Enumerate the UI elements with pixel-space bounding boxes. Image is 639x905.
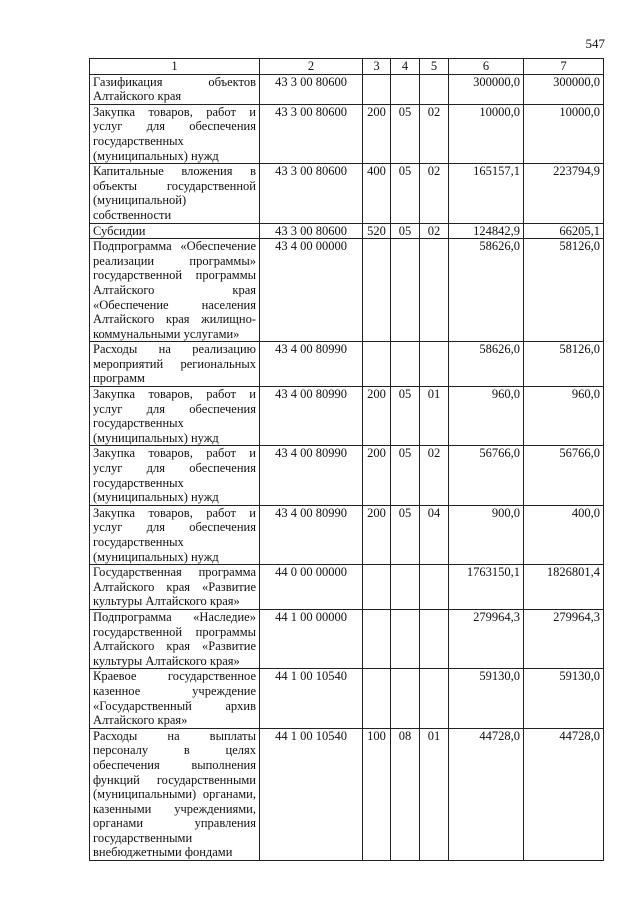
table-row bbox=[90, 728, 604, 860]
table-row bbox=[90, 342, 604, 387]
row-rz: 05 bbox=[391, 104, 420, 163]
row-value-6: 279964,3 bbox=[449, 609, 524, 668]
row-name: Субсидии bbox=[90, 223, 260, 239]
row-vr bbox=[363, 609, 391, 668]
row-rz bbox=[391, 74, 420, 104]
row-rz bbox=[391, 239, 420, 342]
row-pr bbox=[420, 342, 449, 387]
row-code: 44 1 00 00000 bbox=[260, 609, 363, 668]
row-value-7: 1826801,4 bbox=[524, 565, 604, 610]
row-name: Капитальные вложения в объекты государственной (муниципальной) собственности bbox=[90, 164, 260, 223]
row-pr: 02 bbox=[420, 446, 449, 505]
row-name: Закупка товаров, работ и услуг для обеспечения государственных (муниципальных) нужд bbox=[90, 104, 260, 163]
row-value-6: 58626,0 bbox=[449, 239, 524, 342]
col-header-2: 2 bbox=[260, 59, 363, 75]
row-name: Подпрограмма «Наследие» государственной программы Алтайского края «Развитие культуры Алтайского края» bbox=[90, 609, 260, 668]
row-code: 43 3 00 80600 bbox=[260, 104, 363, 163]
row-pr bbox=[420, 669, 449, 728]
row-code: 44 0 00 00000 bbox=[260, 565, 363, 610]
row-value-7: 10000,0 bbox=[524, 104, 604, 163]
row-name: Подпрограмма «Обеспечение реализации программы» государственной программы Алтайского края «Обеспечение населения Алтайского края жилищно-коммунальными услугами» bbox=[90, 239, 260, 342]
col-header-7: 7 bbox=[524, 59, 604, 75]
page-number: 547 bbox=[585, 36, 605, 51]
row-vr: 200 bbox=[363, 446, 391, 505]
row-code: 43 4 00 00000 bbox=[260, 239, 363, 342]
row-value-6: 960,0 bbox=[449, 387, 524, 446]
table-row bbox=[90, 74, 604, 104]
row-rz: 05 bbox=[391, 223, 420, 239]
row-vr: 200 bbox=[363, 387, 391, 446]
row-value-7: 279964,3 bbox=[524, 609, 604, 668]
row-rz bbox=[391, 342, 420, 387]
row-value-7: 44728,0 bbox=[524, 728, 604, 860]
row-value-6: 124842,9 bbox=[449, 223, 524, 239]
row-vr: 100 bbox=[363, 728, 391, 860]
table-row bbox=[90, 446, 604, 505]
row-value-7: 59130,0 bbox=[524, 669, 604, 728]
row-code: 43 4 00 80990 bbox=[260, 342, 363, 387]
col-header-4: 4 bbox=[391, 59, 420, 75]
col-header-5: 5 bbox=[420, 59, 449, 75]
row-rz: 05 bbox=[391, 387, 420, 446]
table-row bbox=[90, 565, 604, 610]
table-row bbox=[90, 669, 604, 728]
row-pr bbox=[420, 609, 449, 668]
row-value-6: 300000,0 bbox=[449, 74, 524, 104]
row-rz bbox=[391, 669, 420, 728]
table-row bbox=[90, 239, 604, 342]
row-name: Закупка товаров, работ и услуг для обеспечения государственных (муниципальных) нужд bbox=[90, 446, 260, 505]
row-value-7: 400,0 bbox=[524, 505, 604, 564]
row-pr: 02 bbox=[420, 223, 449, 239]
budget-table bbox=[89, 58, 604, 861]
table-row bbox=[90, 223, 604, 239]
table-row bbox=[90, 104, 604, 163]
table-row bbox=[90, 164, 604, 223]
row-rz bbox=[391, 609, 420, 668]
row-value-6: 1763150,1 bbox=[449, 565, 524, 610]
row-value-6: 900,0 bbox=[449, 505, 524, 564]
row-code: 43 3 00 80600 bbox=[260, 164, 363, 223]
row-pr: 01 bbox=[420, 728, 449, 860]
row-code: 43 4 00 80990 bbox=[260, 505, 363, 564]
row-value-6: 165157,1 bbox=[449, 164, 524, 223]
row-value-7: 960,0 bbox=[524, 387, 604, 446]
row-value-7: 58126,0 bbox=[524, 239, 604, 342]
header-row bbox=[90, 59, 604, 75]
row-pr: 02 bbox=[420, 104, 449, 163]
table-row bbox=[90, 387, 604, 446]
row-pr bbox=[420, 74, 449, 104]
row-code: 43 3 00 80600 bbox=[260, 223, 363, 239]
row-name: Закупка товаров, работ и услуг для обеспечения государственных (муниципальных) нужд bbox=[90, 387, 260, 446]
row-value-6: 58626,0 bbox=[449, 342, 524, 387]
row-pr bbox=[420, 565, 449, 610]
row-name: Закупка товаров, работ и услуг для обеспечения государственных (муниципальных) нужд bbox=[90, 505, 260, 564]
row-vr bbox=[363, 669, 391, 728]
row-rz: 05 bbox=[391, 164, 420, 223]
row-rz: 05 bbox=[391, 505, 420, 564]
row-value-6: 56766,0 bbox=[449, 446, 524, 505]
row-code: 44 1 00 10540 bbox=[260, 728, 363, 860]
table-row bbox=[90, 609, 604, 668]
row-code: 43 3 00 80600 bbox=[260, 74, 363, 104]
col-header-6: 6 bbox=[449, 59, 524, 75]
row-name: Расходы на выплаты персоналу в целях обеспечения выполнения функций государственными (муниципальными) органами, казенными учреждениями, органами управления государственными внебюджетными фондами bbox=[90, 728, 260, 860]
row-code: 43 4 00 80990 bbox=[260, 446, 363, 505]
row-value-7: 300000,0 bbox=[524, 74, 604, 104]
row-vr bbox=[363, 342, 391, 387]
row-vr: 200 bbox=[363, 104, 391, 163]
row-pr bbox=[420, 239, 449, 342]
row-vr: 400 bbox=[363, 164, 391, 223]
row-vr: 520 bbox=[363, 223, 391, 239]
row-name: Государственная программа Алтайского края «Развитие культуры Алтайского края» bbox=[90, 565, 260, 610]
row-rz bbox=[391, 565, 420, 610]
row-vr bbox=[363, 74, 391, 104]
row-value-7: 58126,0 bbox=[524, 342, 604, 387]
row-code: 44 1 00 10540 bbox=[260, 669, 363, 728]
row-rz: 05 bbox=[391, 446, 420, 505]
row-pr: 04 bbox=[420, 505, 449, 564]
row-vr bbox=[363, 565, 391, 610]
row-value-6: 10000,0 bbox=[449, 104, 524, 163]
row-value-6: 44728,0 bbox=[449, 728, 524, 860]
row-name: Расходы на реализацию мероприятий региональных программ bbox=[90, 342, 260, 387]
row-vr: 200 bbox=[363, 505, 391, 564]
col-header-3: 3 bbox=[363, 59, 391, 75]
col-header-1: 1 bbox=[90, 59, 260, 75]
row-pr: 02 bbox=[420, 164, 449, 223]
row-pr: 01 bbox=[420, 387, 449, 446]
row-value-6: 59130,0 bbox=[449, 669, 524, 728]
row-value-7: 66205,1 bbox=[524, 223, 604, 239]
row-value-7: 56766,0 bbox=[524, 446, 604, 505]
row-value-7: 223794,9 bbox=[524, 164, 604, 223]
row-code: 43 4 00 80990 bbox=[260, 387, 363, 446]
row-name: Газификация объектов Алтайского края bbox=[90, 74, 260, 104]
row-vr bbox=[363, 239, 391, 342]
table-row bbox=[90, 505, 604, 564]
row-name: Краевое государственное казенное учреждение «Государственный архив Алтайского края» bbox=[90, 669, 260, 728]
row-rz: 08 bbox=[391, 728, 420, 860]
